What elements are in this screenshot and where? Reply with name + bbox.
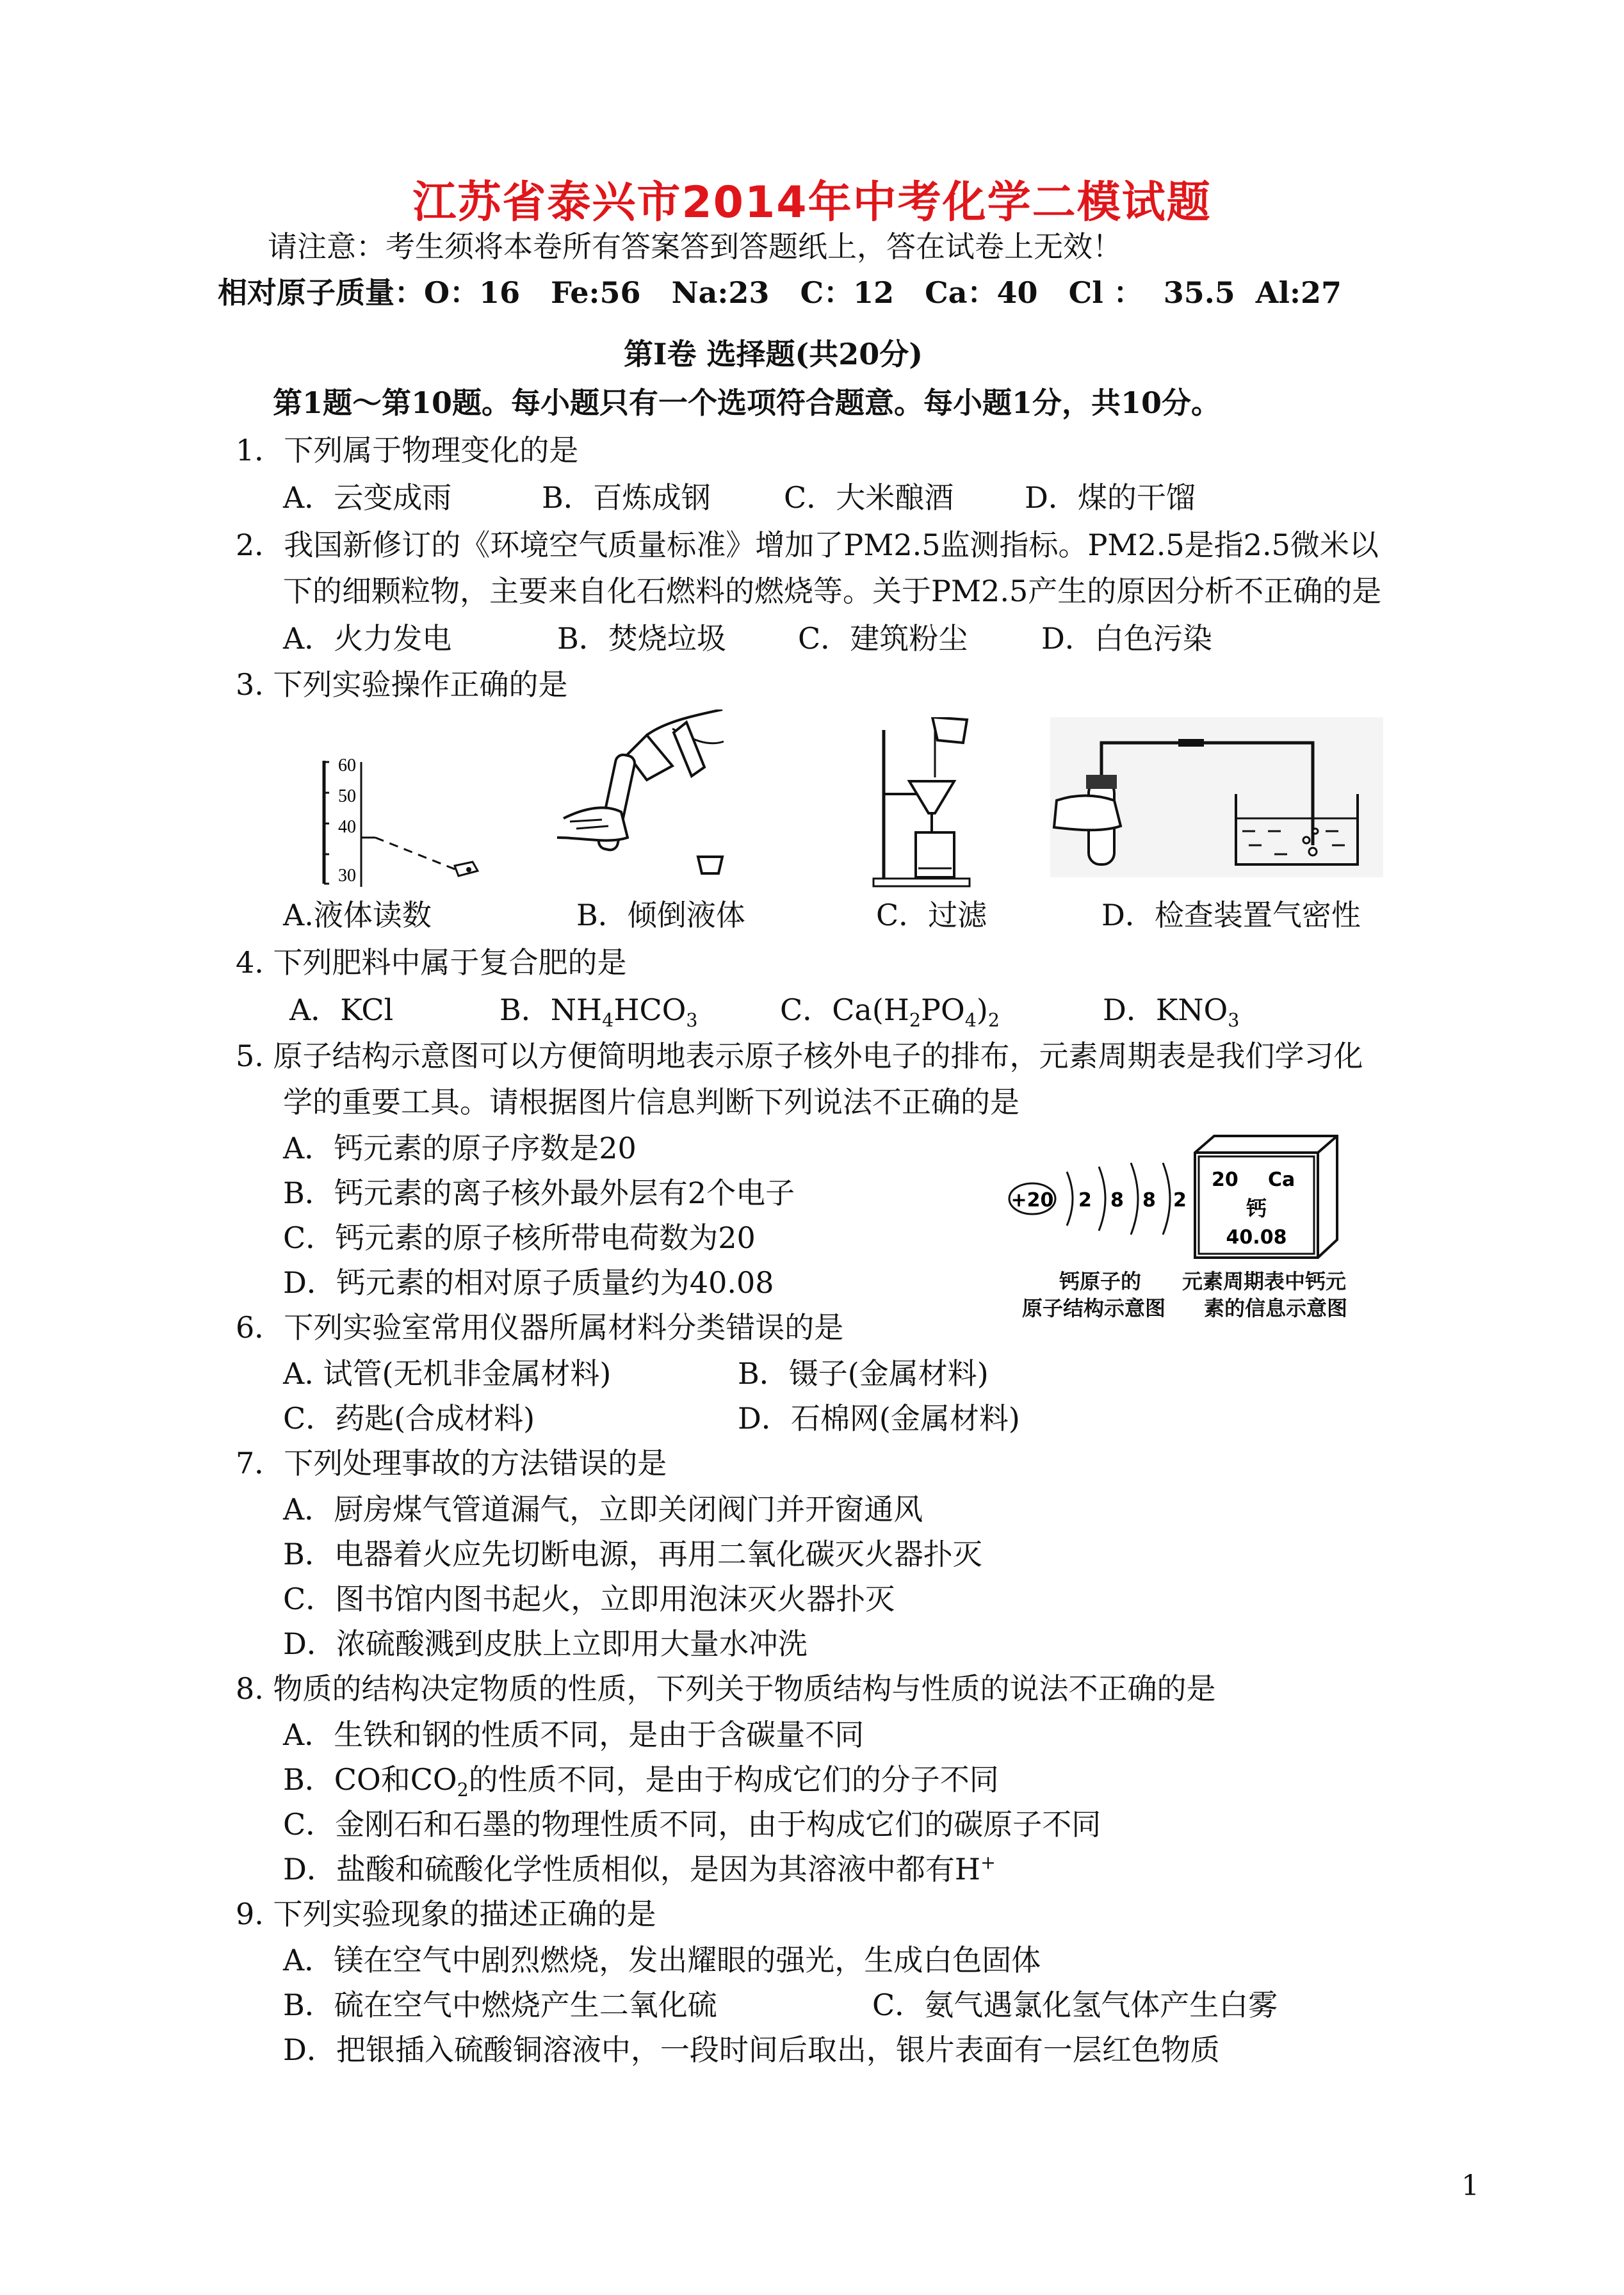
q6-option-b: B．镊子(金属材料): [738, 1356, 989, 1391]
pouring-liquid-figure: [551, 710, 756, 895]
cell-caption-1: 元素周期表中钙元: [1182, 1269, 1347, 1293]
q8-option-a: A．生铁和钢的性质不同，是由于含碳量不同: [283, 1717, 865, 1752]
q1-option-b: B．百炼成钢: [542, 480, 711, 515]
q5-stem-line2: 学的重要工具。请根据图片信息判断下列说法不正确的是: [283, 1085, 1019, 1119]
q6-stem: 6．下列实验室常用仪器所属材料分类错误的是: [236, 1310, 844, 1345]
q3-option-a: A.液体读数: [283, 898, 432, 932]
q4-option-a: A．KCl: [289, 993, 394, 1027]
q5-option-d: D．钙元素的相对原子质量约为40.08: [283, 1265, 774, 1300]
q8-option-b: B．CO和$CO_2$的性质不同，是由于构成它们的分子不同: [283, 1762, 999, 1801]
q5-option-c: C．钙元素的原子核所带电荷数为20: [283, 1220, 756, 1255]
scale-label-50: 50: [338, 786, 356, 806]
q6-option-a: A. 试管(无机非金属材料): [283, 1356, 612, 1391]
cell-atomic-number: 20: [1212, 1169, 1238, 1191]
filtration-figure: [871, 717, 999, 890]
q3-option-d: D．检查装置气密性: [1101, 898, 1361, 932]
atomic-mass-line: 相对原子质量：O：16 Fe:56 Na:23 C：12 Ca：40 Cl ： 35.5 Al:27: [218, 275, 1342, 310]
q7-option-b: B．电器着火应先切断电源，再用二氧化碳灭火器扑灭: [283, 1537, 982, 1571]
atom-diagram-caption-2: 原子结构示意图: [1022, 1296, 1166, 1320]
q7-option-a: A．厨房煤气管道漏气，立即关闭阀门并开窗通风: [283, 1492, 923, 1527]
eye-icon: [455, 862, 478, 876]
q2-stem-line2: 下的细颗粒物，主要来自化石燃料的燃烧等。关于PM2.5产生的原因分析不正确的是: [283, 574, 1382, 608]
cylinder-reading-figure: [320, 756, 487, 890]
atom-structure-diagram: [1005, 1153, 1191, 1242]
q4-option-d: D．$KNO_3$: [1103, 993, 1240, 1032]
notice-text: 请注意：考生须将本卷所有答案答到答题纸上，答在试卷上无效！: [268, 229, 1122, 264]
q9-option-a: A．镁在空气中剧烈燃烧，发出耀眼的强光，生成白色固体: [283, 1943, 1041, 1977]
atom-diagram-caption-1: 钙原子的: [1059, 1269, 1142, 1293]
section-heading: 第Ⅰ卷 选择题(共20分): [624, 337, 923, 371]
q6-option-d: D．石棉网(金属材料): [738, 1401, 1020, 1436]
scale-label-30: 30: [338, 866, 356, 886]
page-number: 1: [1461, 2169, 1479, 2202]
q4-option-b: B．$NH_4HCO_3$: [499, 993, 698, 1032]
q4-option-c: C．$Ca(H_2PO_4)_2$: [780, 993, 1000, 1032]
instructions-text: 第1题～第10题。每小题只有一个选项符合题意。每小题1分，共10分。: [273, 385, 1221, 420]
scale-label-40: 40: [338, 817, 356, 837]
exam-title: 江苏省泰兴市2014年中考化学二模试题: [412, 177, 1212, 228]
q3-option-c: C．过滤: [876, 898, 987, 932]
cell-symbol: Ca: [1268, 1169, 1295, 1191]
q9-option-d: D．把银插入硫酸铜溶液中，一段时间后取出，银片表面有一层红色物质: [283, 2032, 1220, 2067]
periodic-cell-diagram: [1192, 1133, 1340, 1261]
cell-caption-2: 素的信息示意图: [1204, 1296, 1348, 1320]
q8-option-d: D．盐酸和硫酸化学性质相似，是因为其溶液中都有H+: [283, 1852, 996, 1886]
q8-option-c: C．金刚石和石墨的物理性质不同，由于构成它们的碳原子不同: [283, 1807, 1101, 1842]
q5-option-b: B．钙元素的离子核外最外层有2个电子: [283, 1176, 795, 1210]
q5-stem-line1: 5. 原子结构示意图可以方便简明地表示原子核外电子的排布，元素周期表是我们学习化: [236, 1039, 1363, 1073]
q2-option-c: C．建筑粉尘: [798, 621, 968, 656]
bottle-stopper-icon: [698, 857, 722, 873]
q7-option-d: D．浓硫酸溅到皮肤上立即用大量水冲洗: [283, 1626, 808, 1661]
q9-option-c: C．氨气遇氯化氢气体产生白雾: [872, 1988, 1278, 2022]
nucleus-charge: +20: [1011, 1189, 1054, 1212]
q1-option-c: C．大米酿酒: [784, 480, 954, 515]
q5-option-a: A．钙元素的原子序数是20: [283, 1131, 637, 1165]
q8-stem: 8. 物质的结构决定物质的性质，下列关于物质结构与性质的说法不正确的是: [236, 1671, 1216, 1706]
cell-mass: 40.08: [1226, 1226, 1287, 1249]
q9-stem: 9. 下列实验现象的描述正确的是: [236, 1897, 656, 1931]
q2-stem-line1: 2．我国新修订的《环境空气质量标准》增加了PM2.5监测指标。PM2.5是指2.5微米以: [236, 528, 1379, 562]
q9-option-b: B．硫在空气中燃烧产生二氧化硫: [283, 1988, 717, 2022]
q3-option-b: B．倾倒液体: [576, 898, 745, 932]
shell-4-count: 2: [1173, 1189, 1187, 1212]
q6-option-c: C．药匙(合成材料): [283, 1401, 535, 1436]
q1-option-d: D．煤的干馏: [1025, 480, 1196, 515]
beaker-icon: [932, 717, 967, 743]
shell-3-count: 8: [1142, 1189, 1156, 1212]
q1-stem: 1．下列属于物理变化的是: [236, 433, 579, 467]
q2-option-a: A．火力发电: [283, 621, 452, 656]
q2-option-b: B．焚烧垃圾: [557, 621, 726, 656]
q7-option-c: C．图书馆内图书起火，立即用泡沫灭火器扑灭: [283, 1582, 895, 1616]
q2-option-d: D．白色污染: [1041, 621, 1212, 656]
q3-stem: 3. 下列实验操作正确的是: [236, 667, 568, 702]
q7-stem: 7．下列处理事故的方法错误的是: [236, 1446, 667, 1480]
cell-name: 钙: [1246, 1196, 1267, 1220]
shell-1-count: 2: [1078, 1189, 1092, 1212]
shell-2-count: 8: [1110, 1189, 1124, 1212]
q1-option-a: A．云变成雨: [283, 480, 452, 515]
airtightness-figure: [1050, 717, 1383, 877]
scale-label-60: 60: [338, 756, 356, 775]
q4-stem: 4. 下列肥料中属于复合肥的是: [236, 945, 627, 980]
